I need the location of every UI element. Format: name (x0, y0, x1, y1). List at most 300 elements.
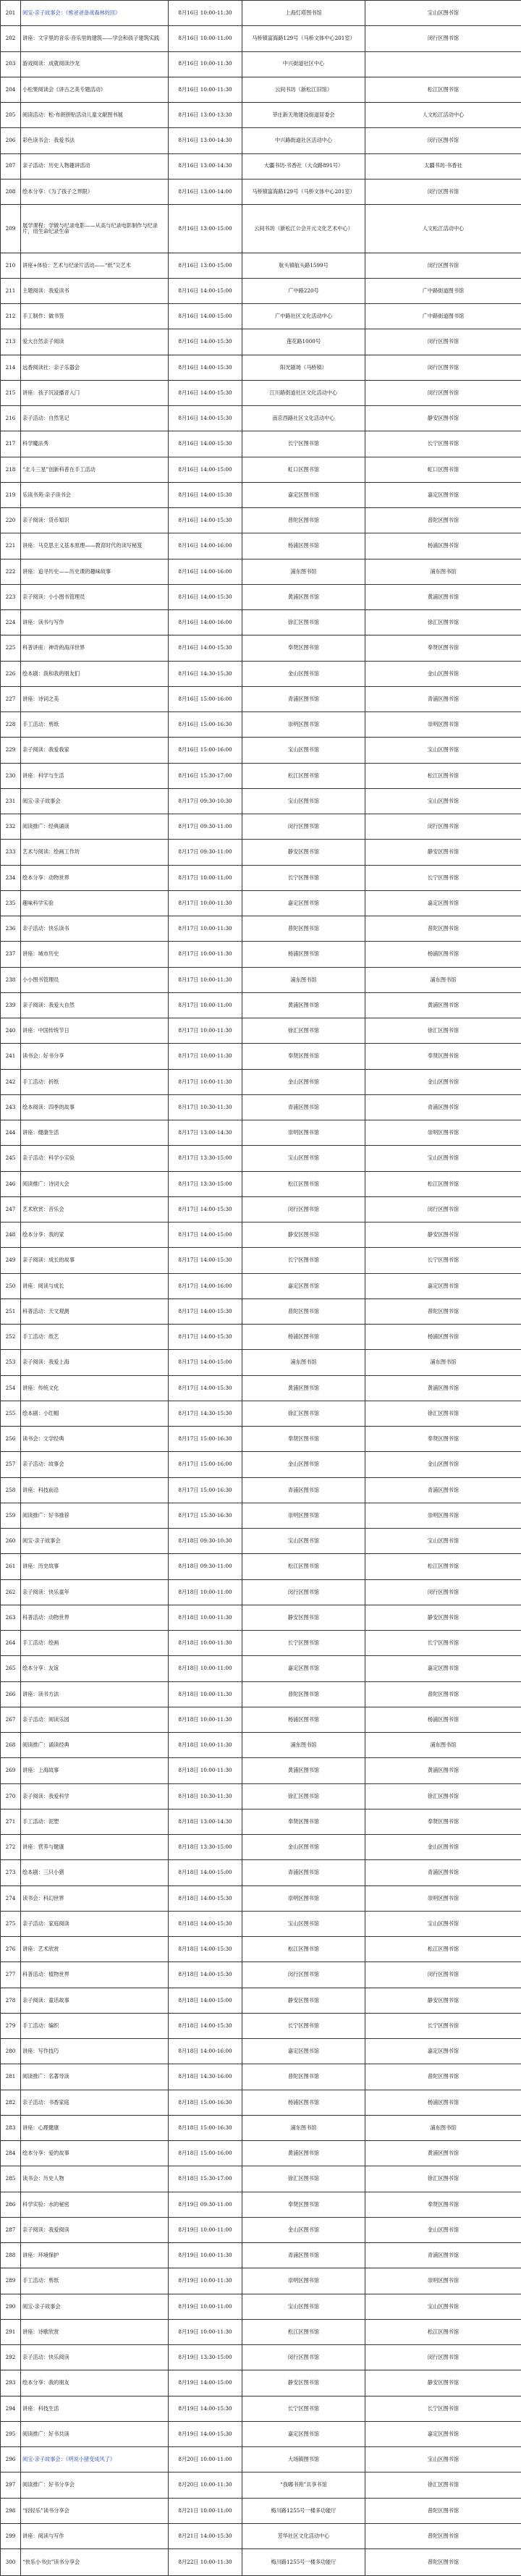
event-title: 亲子活动：阅读乐园 (21, 1707, 169, 1732)
table-row (1, 1962, 521, 1988)
event-location: 静安区图书馆 (242, 1605, 365, 1630)
host-library: 长宁区图书馆 (365, 2013, 521, 2038)
table-row (1, 1375, 521, 1401)
row-number: 269 (1, 1758, 21, 1783)
event-location: 嘉定区图书馆 (242, 1656, 365, 1681)
event-title: 讲座：读书与写作 (21, 610, 169, 635)
row-number: 261 (1, 1554, 21, 1579)
event-time: 8月18日 10:00-11:30 (169, 1605, 242, 1630)
host-library: 闵行区图书馆 (365, 1579, 521, 1605)
table-row (1, 457, 521, 482)
row-number: 266 (1, 1681, 21, 1707)
event-location: 金山区图书馆 (242, 1835, 365, 1860)
event-location: 静安区图书馆 (242, 1988, 365, 2013)
event-location: 奉贤区图书馆 (242, 1809, 365, 1834)
event-title: 手工活动：纸艺 (21, 1325, 169, 1350)
event-location: 徐汇区图书馆 (242, 1401, 365, 1426)
host-library: 嘉定区图书馆 (365, 2421, 521, 2446)
event-location: 云间书坊（新松江旧馆） (242, 77, 365, 102)
event-location: 杨浦区图书馆 (242, 533, 365, 559)
host-library: 宝山区图书馆 (365, 1911, 521, 1936)
event-title: 讲座：诗词之美 (21, 686, 169, 711)
table-row (1, 635, 521, 661)
event-title: 科普讲座：神奇的海洋世界 (21, 635, 169, 661)
host-library: 徐汇区图书馆 (365, 1783, 521, 1809)
event-title: 亲子阅读：我爱我家 (21, 738, 169, 763)
host-library: 浦东图书馆 (365, 1350, 521, 1375)
event-location: 徐汇区图书馆 (242, 610, 365, 635)
event-title: 阅宝·亲子故事会 (21, 1529, 169, 1554)
host-library: 浦东图书馆 (365, 967, 521, 992)
event-location: 大疆书坊·书香社（大众路891号） (242, 153, 365, 179)
row-number: 299 (1, 2523, 21, 2548)
row-number: 239 (1, 992, 21, 1018)
table-row (1, 1222, 521, 1248)
host-library: 闵行区图书馆 (365, 329, 521, 355)
host-library: 浦东图书馆 (365, 2115, 521, 2140)
event-location: 虹口区图书馆 (242, 457, 365, 482)
event-time: 8月17日 10:30-11:30 (169, 1094, 242, 1120)
event-location: 青浦区图书馆 (242, 1094, 365, 1120)
event-title: 绘本分享：爱的故事 (21, 2141, 169, 2166)
event-title: 讲座：阅读与成长 (21, 1273, 169, 1298)
table-row (1, 2421, 521, 2446)
event-title: 亲子活动：家庭阅读 (21, 1911, 169, 1936)
event-time: 8月16日 13:00-14:00 (169, 179, 242, 204)
event-location: 嘉定区图书馆 (242, 1273, 365, 1298)
event-location: 广中路社区文化活动中心 (242, 304, 365, 329)
event-title: 亲子阅读：我爱科学 (21, 1783, 169, 1809)
event-location: 闵行区图书馆 (242, 1962, 365, 1988)
event-time: 8月19日 14:00-15:30 (169, 2421, 242, 2446)
event-time: 8月19日 10:00-11:30 (169, 2319, 242, 2344)
event-title: 讲座：孩子沉浸播音入门 (21, 380, 169, 405)
row-number: 224 (1, 610, 21, 635)
event-time: 8月19日 14:00-15:00 (169, 2370, 242, 2396)
event-location: 黄浦区图书馆 (242, 992, 365, 1018)
event-location: 静安区图书馆 (242, 2370, 365, 2396)
host-library: 普陀区图书馆 (365, 2549, 521, 2576)
event-location: 杨浦区图书馆 (242, 942, 365, 967)
table-row (1, 763, 521, 788)
row-number: 294 (1, 2396, 21, 2421)
event-location: 徐汇区图书馆 (242, 1018, 365, 1044)
event-title: 读书会：历史人物 (21, 2166, 169, 2192)
event-time: 8月16日 14:30-15:30 (169, 661, 242, 686)
row-number: 293 (1, 2370, 21, 2396)
event-title: 讲座：历史故事 (21, 1554, 169, 1579)
table-row (1, 610, 521, 635)
row-number: 256 (1, 1427, 21, 1452)
event-location: 杨浦区图书馆 (242, 1707, 365, 1732)
host-library: 徐汇区图书馆 (365, 2472, 521, 2498)
row-number: 236 (1, 916, 21, 942)
event-location: 宝山区图书馆 (242, 738, 365, 763)
host-library: 青浦区图书馆 (365, 1860, 521, 1885)
row-number: 227 (1, 686, 21, 711)
event-time: 8月19日 13:30-15:00 (169, 2345, 242, 2370)
event-location: 普陀区图书馆 (242, 508, 365, 533)
host-library: 长宁区图书馆 (365, 2396, 521, 2421)
event-title: 讲座：科技生活 (21, 2396, 169, 2421)
host-library: 静安区图书馆 (365, 1222, 521, 1248)
host-library: 静安区图书馆 (365, 840, 521, 865)
row-number: 220 (1, 508, 21, 533)
event-time: 8月16日 14:00-16:00 (169, 533, 242, 559)
host-library: 普陀区图书馆 (365, 1681, 521, 1707)
host-library: 人文松江活动中心 (365, 103, 521, 128)
row-number: 240 (1, 1018, 21, 1044)
event-title: 讲座：环境保护 (21, 2243, 169, 2268)
event-time: 8月16日 14:00-15:30 (169, 482, 242, 507)
table-row (1, 2396, 521, 2421)
event-title: 亲子阅读：童话故事 (21, 1988, 169, 2013)
event-time: 8月16日 15:00-16:00 (169, 738, 242, 763)
table-row (1, 584, 521, 609)
event-location: 上海灯塔图书馆 (242, 1, 365, 26)
event-location: 阳光剧场（马桥镇） (242, 355, 365, 380)
table-row (1, 329, 521, 355)
event-time: 8月18日 09:30-10:30 (169, 1529, 242, 1554)
row-number: 289 (1, 2268, 21, 2294)
table-row (1, 1937, 521, 1962)
row-number: 243 (1, 1094, 21, 1120)
host-library: 杨浦区图书馆 (365, 2090, 521, 2115)
event-title: 亲子活动：历史人物趣讲活动 (21, 153, 169, 179)
event-title: 阅读推广：好书分享会 (21, 2472, 169, 2498)
event-title: 亲子活动：科学小实验 (21, 1146, 169, 1171)
host-library: 宝山区图书馆 (365, 2294, 521, 2319)
event-title: 手工活动：折纸 (21, 1069, 169, 1094)
row-number: 287 (1, 2217, 21, 2242)
table-row (1, 51, 521, 77)
row-number: 214 (1, 355, 21, 380)
event-title: 科普活动：植物世界 (21, 1962, 169, 1988)
row-number: 278 (1, 1988, 21, 2013)
event-title: 亲子活动：书香家庭 (21, 2090, 169, 2115)
event-time: 8月16日 13:00-14:30 (169, 128, 242, 153)
row-number: 228 (1, 712, 21, 738)
table-row (1, 2549, 521, 2576)
host-library: 闵行区图书馆 (365, 1962, 521, 1988)
event-title: 讲座：中国传统节日 (21, 1018, 169, 1044)
event-time: 8月16日 14:00-16:00 (169, 610, 242, 635)
event-title: 科学实验：水的秘密 (21, 2192, 169, 2217)
event-time: 8月16日 13:00-15:00 (169, 205, 242, 253)
table-row (1, 1860, 521, 1885)
host-library: 徐汇区图书馆 (365, 2166, 521, 2192)
table-row (1, 1631, 521, 1656)
host-library: 静安区图书馆 (365, 1988, 521, 2013)
event-location: 闵行区图书馆 (242, 2345, 365, 2370)
table-row (1, 2115, 521, 2140)
event-time: 8月19日 10:00-11:30 (169, 2268, 242, 2294)
event-time: 8月16日 10:00-11:30 (169, 51, 242, 77)
event-location: 静安区图书馆 (242, 1222, 365, 1248)
host-library: 青浦区图书馆 (365, 686, 521, 711)
row-number: 217 (1, 431, 21, 457)
row-number: 219 (1, 482, 21, 507)
event-time: 8月17日 10:00-11:30 (169, 942, 242, 967)
event-time: 8月18日 10:00-11:30 (169, 1758, 242, 1783)
row-number: 271 (1, 1809, 21, 1834)
row-number: 209 (1, 205, 21, 253)
row-number: 233 (1, 840, 21, 865)
table-row (1, 2090, 521, 2115)
event-time: 8月18日 14:30-16:00 (169, 2064, 242, 2090)
event-location: 青浦区图书馆 (242, 686, 365, 711)
event-location: 奉贤区图书馆 (242, 635, 365, 661)
event-title: 亲子活动：故事会 (21, 1452, 169, 1477)
event-title: 讲座：上海故事 (21, 1758, 169, 1783)
row-number: 216 (1, 406, 21, 431)
event-title: 阅读推广：诗词大会 (21, 1171, 169, 1196)
host-library: 崇明区图书馆 (365, 1503, 521, 1528)
event-time: 8月16日 14:00-15:30 (169, 635, 242, 661)
table-row (1, 1018, 521, 1044)
host-library: 青浦区图书馆 (365, 2243, 521, 2268)
table-row (1, 1656, 521, 1681)
event-time: 8月17日 09:30-11:00 (169, 814, 242, 840)
host-library: 松江区图书馆 (365, 1554, 521, 1579)
event-location: 嘉定区图书馆 (242, 482, 365, 507)
event-title: 绘本分享：动物世界 (21, 865, 169, 890)
host-library: 闵行区图书馆 (365, 253, 521, 278)
row-number: 223 (1, 584, 21, 609)
host-library: 静安区图书馆 (365, 1605, 521, 1630)
event-location: 浦东图书馆 (242, 1350, 365, 1375)
table-row (1, 1427, 521, 1452)
event-time: 8月17日 10:00-11:00 (169, 865, 242, 890)
host-library: 黄浦区图书馆 (365, 584, 521, 609)
table-row (1, 278, 521, 303)
event-title: 亲子阅读：我爱阅读 (21, 2217, 169, 2242)
table-row (1, 482, 521, 507)
event-title: 阅宝·亲子故事会 (21, 788, 169, 814)
row-number: 259 (1, 1503, 21, 1528)
event-title: 讲座：读书方法 (21, 1681, 169, 1707)
event-time: 8月18日 10:00-11:30 (169, 1681, 242, 1707)
table-row (1, 1554, 521, 1579)
event-time: 8月17日 14:00-15:00 (169, 1350, 242, 1375)
row-number: 211 (1, 278, 21, 303)
row-number: 254 (1, 1375, 21, 1401)
host-library: 太疆书坊·书香社 (365, 153, 521, 179)
host-library: 宝山区图书馆 (365, 738, 521, 763)
event-location: 长宁区图书馆 (242, 1631, 365, 1656)
host-library: 普陀区图书馆 (365, 2064, 521, 2090)
row-number: 213 (1, 329, 21, 355)
table-row (1, 1044, 521, 1069)
event-location: 松江区图书馆 (242, 763, 365, 788)
row-number: 275 (1, 1911, 21, 1936)
host-library: 闵行区图书馆 (365, 26, 521, 51)
host-library: 普陀区图书馆 (365, 916, 521, 942)
table-row (1, 1401, 521, 1426)
event-title: 讲座：马克思主义基本原理——教育时代的读写秘笈 (21, 533, 169, 559)
table-row (1, 1911, 521, 1936)
event-title: 绘本分享：友谊 (21, 1656, 169, 1681)
event-time: 8月16日 13:00-13:30 (169, 103, 242, 128)
host-library: 普陀区图书馆 (365, 508, 521, 533)
event-location: 梅川路1255号一楼多功能厅 (242, 2498, 365, 2523)
host-library: 金山区图书馆 (365, 1069, 521, 1094)
table-row (1, 1069, 521, 1094)
event-time: 8月17日 10:00-11:00 (169, 992, 242, 1018)
event-time: 8月18日 10:00-11:30 (169, 1707, 242, 1732)
host-library: 长宁区图书馆 (365, 1631, 521, 1656)
row-number: 284 (1, 2141, 21, 2166)
event-title: “轻轻乐”读书分享会 (21, 2498, 169, 2523)
event-location: 黄浦区图书馆 (242, 1758, 365, 1783)
host-library: 杨浦区图书馆 (365, 1707, 521, 1732)
table-row (1, 814, 521, 840)
row-number: 276 (1, 1937, 21, 1962)
row-number: 298 (1, 2498, 21, 2523)
row-number: 253 (1, 1350, 21, 1375)
event-title: 远香阅读社：亲子乐器会 (21, 355, 169, 380)
event-location: 浦东图书馆 (242, 559, 365, 584)
table-row (1, 1298, 521, 1324)
table-row (1, 890, 521, 916)
host-library: 金山区图书馆 (365, 2217, 521, 2242)
table-row (1, 2192, 521, 2217)
event-title: 展学课程：学做与纪录电影——从高与纪录电影制作与纪录片，用生命纪录生命 (21, 205, 169, 253)
row-number: 229 (1, 738, 21, 763)
event-location: 崇明区图书馆 (242, 712, 365, 738)
event-time: 8月16日 14:00-15:00 (169, 457, 242, 482)
event-title: 讲座：城市历史 (21, 942, 169, 967)
event-location: 崇明区图书馆 (242, 1885, 365, 1911)
row-number: 273 (1, 1860, 21, 1885)
event-location: 南京西路社区文化活动中心 (242, 406, 365, 431)
table-row (1, 559, 521, 584)
event-location: 普陀区图书馆 (242, 1681, 365, 1707)
event-location: 奉贤区图书馆 (242, 1044, 365, 1069)
row-number: 226 (1, 661, 21, 686)
event-time: 8月18日 15:00-16:30 (169, 2090, 242, 2115)
row-number: 286 (1, 2192, 21, 2217)
event-location: 松江区图书馆 (242, 2319, 365, 2344)
host-library: 宝山区图书馆 (365, 1, 521, 26)
event-time: 8月16日 14:00-16:00 (169, 559, 242, 584)
host-library: 嘉定区图书馆 (365, 482, 521, 507)
event-location: 大场镇图书馆 (242, 2447, 365, 2472)
host-library: 金山区图书馆 (365, 1452, 521, 1477)
event-time: 8月17日 10:00-11:30 (169, 1069, 242, 1094)
row-number: 218 (1, 457, 21, 482)
table-row (1, 153, 521, 179)
host-library: 金山区图书馆 (365, 661, 521, 686)
host-library: 宝山区图书馆 (365, 2447, 521, 2472)
event-title: 手工活动：绘画 (21, 1631, 169, 1656)
event-location: 普陀区图书馆 (242, 2064, 365, 2090)
host-library: 松江区图书馆 (365, 763, 521, 788)
table-row (1, 380, 521, 405)
event-time: 8月17日 09:30-10:30 (169, 788, 242, 814)
event-time: 8月17日 15:00-16:30 (169, 1427, 242, 1452)
event-location: 宝山区图书馆 (242, 1146, 365, 1171)
row-number: 204 (1, 77, 21, 102)
event-location: 金山区图书馆 (242, 1452, 365, 1477)
event-time: 8月18日 10:30-11:30 (169, 1783, 242, 1809)
table-row (1, 1196, 521, 1222)
table-row (1, 942, 521, 967)
event-time: 8月18日 14:00-15:30 (169, 1885, 242, 1911)
event-time: 8月17日 15:00-16:00 (169, 1452, 242, 1477)
host-library: 长宁区图书馆 (365, 1248, 521, 1273)
table-row (1, 865, 521, 890)
event-title: 主题阅读：我爱读书 (21, 278, 169, 303)
table-row (1, 2013, 521, 2038)
event-title: 阅读推广：诵读经典 (21, 1733, 169, 1758)
row-number: 282 (1, 2090, 21, 2115)
event-title: 阅宝·亲子故事会：《熊爸爸备战森林的回》 (21, 1, 169, 26)
host-library: 黄浦区图书馆 (365, 1375, 521, 1401)
host-library: 奉贤区图书馆 (365, 1809, 521, 1834)
event-location: 徐汇区图书馆 (242, 1783, 365, 1809)
event-location: 芳华社区文化活动中心 (242, 2523, 365, 2548)
row-number: 222 (1, 559, 21, 584)
event-location: 青浦区图书馆 (242, 1477, 365, 1503)
host-library: 闵行区图书馆 (365, 355, 521, 380)
event-title: 手工活动：剪纸 (21, 2268, 169, 2294)
row-number: 257 (1, 1452, 21, 1477)
table-row (1, 431, 521, 457)
row-number: 297 (1, 2472, 21, 2498)
host-library: 黄浦区图书馆 (365, 1758, 521, 1783)
table-row (1, 508, 521, 533)
row-number: 230 (1, 763, 21, 788)
event-time: 8月17日 13:00-14:30 (169, 1120, 242, 1146)
event-location: 徐汇区图书馆 (242, 2166, 365, 2192)
table-row (1, 1681, 521, 1707)
host-library: 广中路街道图书馆 (365, 304, 521, 329)
event-location: 云间书坊（新松江公会开元文化艺术中心） (242, 205, 365, 253)
row-number: 260 (1, 1529, 21, 1554)
table-row (1, 1835, 521, 1860)
event-time: 8月17日 14:00-15:30 (169, 1248, 242, 1273)
row-number: 234 (1, 865, 21, 890)
event-location: 宝山区图书馆 (242, 1529, 365, 1554)
event-title: 绘本分享：《为了孩子之界限》 (21, 179, 169, 204)
event-location: 金山区图书馆 (242, 1069, 365, 1094)
host-library: 崇明区图书馆 (365, 1885, 521, 1911)
event-location: 浦东图书馆 (242, 2115, 365, 2140)
table-row (1, 916, 521, 942)
row-number: 242 (1, 1069, 21, 1094)
row-number: 292 (1, 2345, 21, 2370)
event-title: 小松果阅读会《讲古之美专题活动》 (21, 77, 169, 102)
event-time: 8月21日 10:00-11:00 (169, 2498, 242, 2523)
event-location: 莲花路1000号 (242, 329, 365, 355)
event-location: 马桥镇富海路129号（马桥文体中心201室） (242, 179, 365, 204)
table-row (1, 179, 521, 204)
row-number: 210 (1, 253, 21, 278)
row-number: 208 (1, 179, 21, 204)
event-title: 爱大自然亲子阅读 (21, 329, 169, 355)
host-library: 宝山区图书馆 (365, 1529, 521, 1554)
host-library: 闵行区图书馆 (365, 380, 521, 405)
table-row (1, 992, 521, 1018)
event-time: 8月18日 14:00-15:30 (169, 1962, 242, 1988)
row-number: 291 (1, 2319, 21, 2344)
event-title: 阅读推广：好书推荐 (21, 1503, 169, 1528)
table-row (1, 1529, 521, 1554)
host-library: 普陀区图书馆 (365, 2498, 521, 2523)
event-title: 亲子活动：快乐读书 (21, 916, 169, 942)
event-title: 讲座：艺术欣赏 (21, 1937, 169, 1962)
